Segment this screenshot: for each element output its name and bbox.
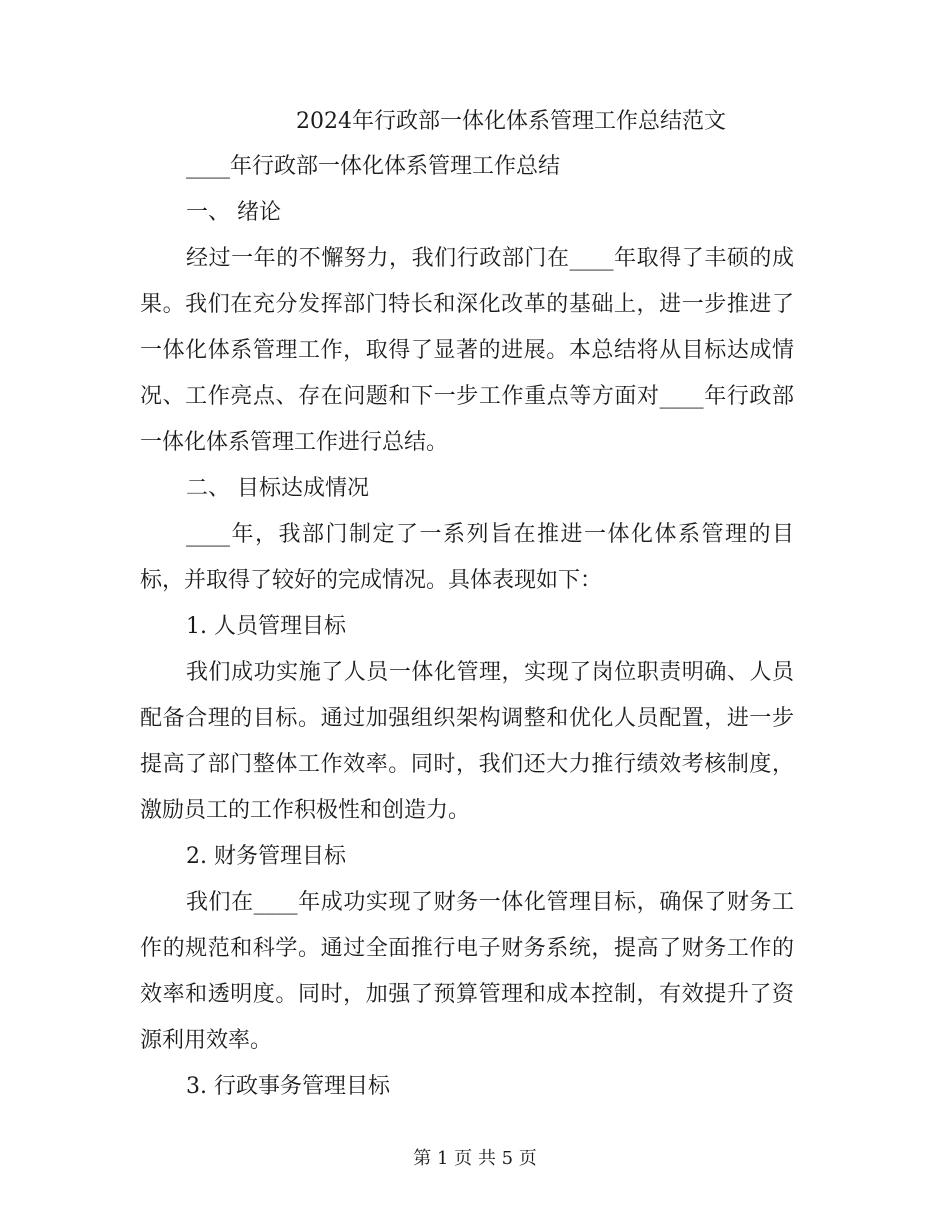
paragraph-personnel: 我们成功实施了人员一体化管理，实现了岗位职责明确、人员配备合理的目标。通过加强组织架构调整和优化人员配置，进一步提高了部门整体工作效率。同时，我们还大力推行绩效考核制度，激励员工的工作积极性和创造力。	[140, 660, 794, 823]
section-heading-goals: 二、 目标达成情况	[186, 476, 369, 501]
document-subtitle: ____年行政部一体化体系管理工作总结	[186, 154, 561, 179]
page-footer: 第 1 页 共 5 页	[413, 1148, 537, 1169]
section-heading-intro: 一、 绪论	[186, 200, 281, 225]
document-body	[140, 100, 794, 1110]
paragraph-finance: 我们在____年成功实现了财务一体化管理目标，确保了财务工作的规范和科学。通过全面推行电子财务系统，提高了财务工作的效率和透明度。同时，加强了预算管理和成本控制，有效提升了资源利用效率。	[140, 890, 794, 1053]
paragraph-goals: ____年，我部门制定了一系列旨在推进一体化体系管理的目标，并取得了较好的完成情况。具体表现如下：	[140, 522, 794, 593]
document-title: 2024年行政部一体化体系管理工作总结范文	[296, 109, 726, 134]
item-heading-finance: 2. 财务管理目标	[186, 844, 346, 869]
item-heading-admin: 3. 行政事务管理目标	[186, 1074, 390, 1099]
item-heading-personnel: 1. 人员管理目标	[186, 614, 346, 639]
paragraph-intro: 经过一年的不懈努力，我们行政部门在____年取得了丰硕的成果。我们在充分发挥部门特长和深化改革的基础上，进一步推进了一体化体系管理工作，取得了显著的进展。本总结将从目标达成情况、工作亮点、存在问题和下一步工作重点等方面对____年行政部一体化体系管理工作进行总结。	[140, 246, 794, 455]
